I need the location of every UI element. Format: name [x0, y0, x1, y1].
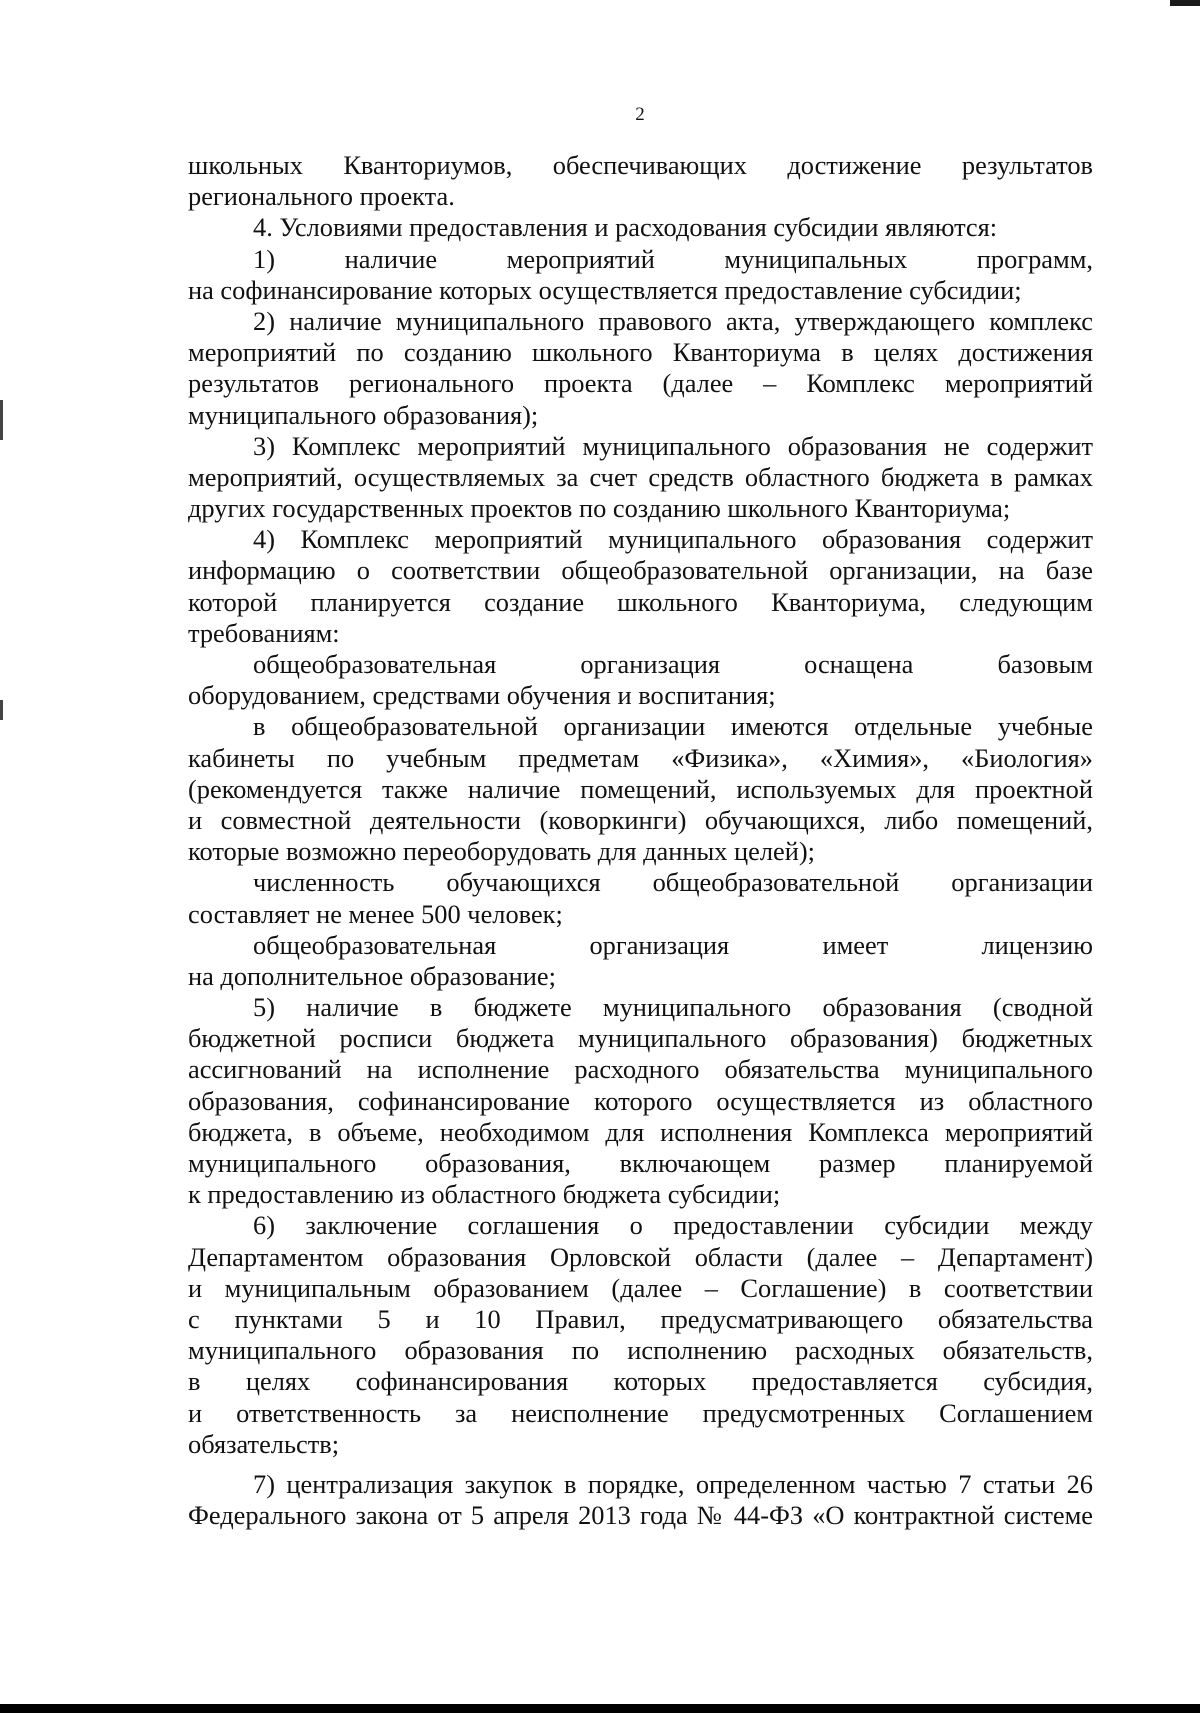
text-line: кабинеты по учебным предметам «Физика», «Химия», «Биология»: [188, 742, 1093, 773]
text-line: мероприятий по созданию школьного Кванториума в целях достижения: [188, 337, 1093, 368]
text-line: мероприятий, осуществляемых за счет средств областного бюджета в рамках: [188, 461, 1093, 492]
text-line: которой планируется создание школьного Кванториума, следующим: [188, 586, 1093, 617]
page-number: 2: [635, 104, 645, 125]
text-line: (рекомендуется также наличие помещений, используемых для проектной: [188, 773, 1093, 804]
text-line: с пунктами 5 и 10 Правил, предусматривающего обязательства: [188, 1303, 1093, 1334]
text-line: других государственных проектов по созданию школьного Кванториума;: [188, 493, 1011, 524]
text-line: 2) наличие муниципального правового акта, утверждающего комплекс: [253, 305, 1093, 336]
text-line: составляет не менее 500 человек;: [188, 898, 563, 929]
text-line: 7) централизация закупок в порядке, определенном частью 7 статьи 26: [253, 1468, 1093, 1499]
text-line: 3) Комплекс мероприятий муниципального образования не содержит: [253, 430, 1093, 461]
text-line: оборудованием, средствами обучения и воспитания;: [188, 680, 776, 711]
text-line: информацию о соответствии общеобразовательной организации, на базе: [188, 555, 1093, 586]
text-line: и ответственность за неисполнение предусмотренных Соглашением: [188, 1397, 1093, 1428]
paragraph-gap: [188, 1460, 1093, 1469]
text-line: муниципального образования);: [188, 399, 539, 430]
text-line: и муниципальным образованием (далее – Соглашение) в соответствии: [188, 1272, 1093, 1303]
scan-edge-mark: [1170, 0, 1200, 6]
text-line: бюджетной росписи бюджета муниципального образования) бюджетных: [188, 1023, 1093, 1054]
text-line: которые возможно переоборудовать для данных целей);: [188, 836, 815, 867]
text-line: бюджета, в объеме, необходимом для исполнения Комплекса мероприятий: [188, 1116, 1093, 1147]
text-line: обязательств;: [188, 1428, 340, 1459]
scan-edge-mark: [0, 400, 3, 440]
text-line: школьных Кванториумов, обеспечивающих достижение результатов: [188, 150, 1093, 180]
text-line: результатов регионального проекта (далее – Комплекс мероприятий: [188, 368, 1093, 399]
text-line: и совместной деятельности (коворкинги) обучающихся, либо помещений,: [188, 804, 1093, 835]
text-line: общеобразовательная организация имеет лицензию: [253, 929, 1093, 960]
text-line: 4. Условиями предоставления и расходования субсидии являются:: [253, 212, 998, 243]
text-line: образования, софинансирование которого осуществляется из областного: [188, 1085, 1093, 1116]
text-line: 4) Комплекс мероприятий муниципального образования содержит: [253, 524, 1093, 555]
scan-edge-mark: [0, 700, 3, 720]
text-line: на дополнительное образование;: [188, 960, 556, 991]
text-line: Федерального закона от 5 апреля 2013 года № 44-ФЗ «О контрактной системе: [188, 1500, 1093, 1531]
text-line: в общеобразовательной организации имеются отдельные учебные: [253, 711, 1093, 742]
text-line: муниципального образования по исполнению расходных обязательств,: [188, 1335, 1093, 1366]
text-line: 6) заключение соглашения о предоставлении субсидии между: [253, 1210, 1093, 1241]
text-line: в целях софинансирования которых предоставляется субсидия,: [188, 1366, 1093, 1397]
text-line: на софинансирование которых осуществляется предоставление субсидии;: [188, 274, 1022, 305]
text-line: общеобразовательная организация оснащена базовым: [253, 649, 1093, 679]
scan-bottom-border: [0, 1704, 1200, 1713]
text-line: ассигнований на исполнение расходного обязательства муниципального: [188, 1054, 1093, 1085]
text-line: муниципального образования, включающем размер планируемой: [188, 1148, 1093, 1178]
text-line: требованиям:: [188, 617, 340, 648]
text-line: регионального проекта.: [188, 181, 455, 212]
text-line: Департаментом образования Орловской области (далее – Департамент): [188, 1241, 1093, 1272]
text-line: 1) наличие мероприятий муниципальных программ,: [253, 243, 1093, 274]
text-line: численность обучающихся общеобразовательной организации: [253, 867, 1093, 898]
text-line: 5) наличие в бюджете муниципального образования (сводной: [253, 992, 1093, 1023]
text-line: к предоставлению из областного бюджета субсидии;: [188, 1179, 781, 1210]
document-body: [188, 150, 1093, 1531]
